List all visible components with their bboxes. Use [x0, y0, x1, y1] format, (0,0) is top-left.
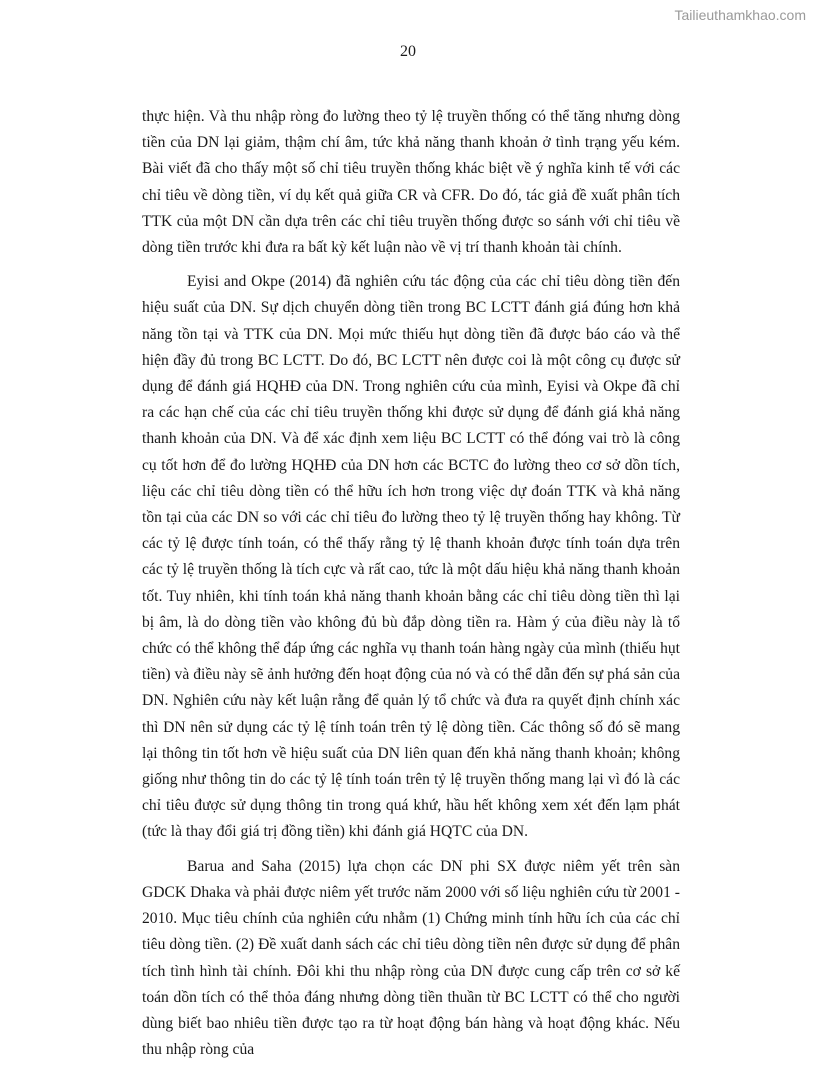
- paragraph-eyisi-okpe: Eyisi and Okpe (2014) đã nghiên cứu tác động của các chỉ tiêu dòng tiền đến hiệu suất của DN. Sự dịch chuyển dòng tiền trong BC LCTT đánh giá đúng hơn khả năng tồn tại và TTK của DN. Mọi mức thiếu hụt dòng tiền đã được báo cáo và thể hiện đầy đủ trong BC LCTT. Do đó, BC LCTT nên được coi là một công cụ được sử dụng để đánh giá HQHĐ của DN. Trong nghiên cứu của mình, Eyisi và Okpe đã chỉ ra các hạn chế của các chỉ tiêu truyền thống khi được sử dụng để đánh giá khả năng thanh khoản của DN. Và để xác định xem liệu BC LCTT có thể đóng vai trò là công cụ tốt hơn để đo lường HQHĐ của DN hơn các BCTC đo lường theo cơ sở dồn tích, liệu các chỉ tiêu dòng tiền có thể hữu ích hơn trong việc dự đoán TTK và khả năng tồn tại của các DN so với các chỉ tiêu đo lường theo tỷ lệ truyền thống hay không. Từ các tỷ lệ được tính toán, có thể thấy rằng tỷ lệ thanh khoản được tính toán dựa trên các tỷ lệ truyền thống là tích cực và rất cao, tức là một dấu hiệu khả năng thanh khoản tốt. Tuy nhiên, khi tính toán khả năng thanh khoản bằng các chỉ tiêu dòng tiền thì lại bị âm, là do dòng tiền vào không đủ bù đắp dòng tiền ra. Hàm ý của điều này là tổ chức có thể không thể đáp ứng các nghĩa vụ thanh toán hàng ngày của mình (thiếu hụt tiền) và điều này sẽ ảnh hưởng đến hoạt động của nó và có thể dẫn đến sự phá sản của DN. Nghiên cứu này kết luận rằng để quản lý tổ chức và đưa ra quyết định chính xác thì DN nên sử dụng các tỷ lệ tính toán trên tỷ lệ dòng tiền. Các thông số đó sẽ mang lại thông tin tốt hơn về hiệu suất của DN liên quan đến khả năng thanh khoản; không giống như thông tin do các tỷ lệ tính toán trên tỷ lệ truyền thống mang lại vì đó là các chỉ tiêu được sử dụng thông tin trong quá khứ, hầu hết không xem xét đến lạm phát (tức là thay đổi giá trị đồng tiền) khi đánh giá HQTC của DN.: [142, 273, 680, 841]
- document-body: [142, 104, 680, 1071]
- page-number: 20: [400, 43, 416, 60]
- watermark: Tailieuthamkhao.com: [674, 7, 806, 23]
- paragraph-continuation: thực hiện. Và thu nhập ròng đo lường theo tỷ lệ truyền thống có thể tăng nhưng dòng tiền của DN lại giảm, thậm chí âm, tức khả năng thanh khoản ở tình trạng yếu kém. Bài viết đã cho thấy một số chỉ tiêu truyền thống khác biệt về ý nghĩa kinh tế với các chỉ tiêu về dòng tiền, ví dụ kết quả giữa CR và CFR. Do đó, tác giả đề xuất phân tích TTK của một DN cần dựa trên các chỉ tiêu truyền thống được so sánh với chỉ tiêu về dòng tiền trước khi đưa ra bất kỳ kết luận nào về vị trí thanh khoản tài chính.: [142, 108, 680, 257]
- paragraph-barua-saha: Barua and Saha (2015) lựa chọn các DN phi SX được niêm yết trên sàn GDCK Dhaka và phải được niêm yết trước năm 2000 với số liệu nghiên cứu từ 2001 - 2010. Mục tiêu chính của nghiên cứu nhằm (1) Chứng minh tính hữu ích của các chỉ tiêu dòng tiền. (2) Đề xuất danh sách các chỉ tiêu dòng tiền nên được sử dụng để phân tích tình hình tài chính. Đôi khi thu nhập ròng của DN được cung cấp trên cơ sở kế toán dồn tích có thể thỏa đáng nhưng dòng tiền thuần từ BC LCTT có thể cho người dùng biết bao nhiêu tiền được tạo ra từ hoạt động bán hàng và hoạt động khác. Nếu thu nhập ròng của: [142, 857, 680, 1059]
